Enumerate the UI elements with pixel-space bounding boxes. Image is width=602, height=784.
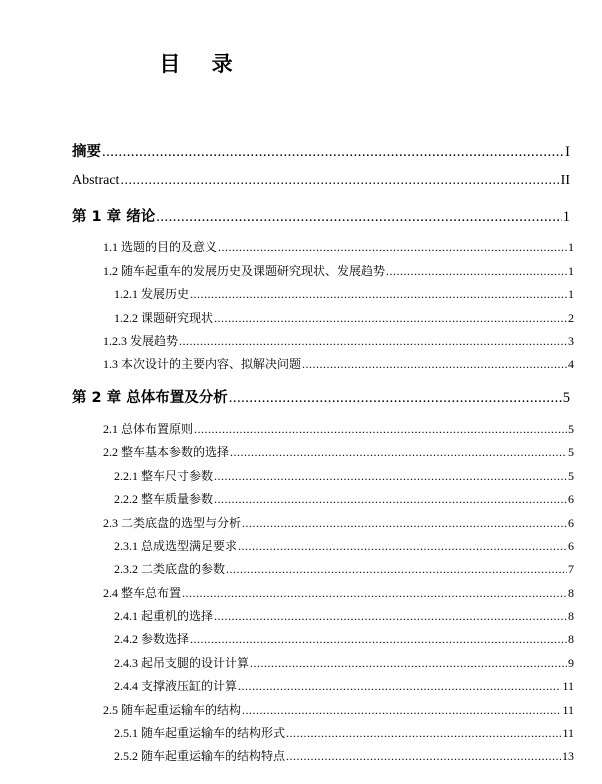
toc-entry-label: 1.2.1 发展历史 [114,287,190,301]
dot-leader [242,703,561,718]
dot-leader [190,632,567,647]
toc-entry[interactable] [72,173,570,189]
toc-page-number: 2 [568,311,574,325]
dot-leader [230,445,567,460]
toc-entry[interactable] [114,724,574,741]
toc-entry[interactable] [72,386,570,407]
dot-leader [179,334,567,349]
toc-entry[interactable] [72,140,570,161]
toc-page-number: 11 [562,703,574,717]
dot-leader [214,492,567,507]
toc-entry[interactable] [114,654,574,671]
toc-entry[interactable] [103,238,574,255]
toc-entry[interactable] [114,747,574,764]
toc-page-number: 8 [568,586,574,600]
toc-page-number: 6 [568,539,574,553]
dot-leader [226,562,567,577]
toc-entry-label: 1.2.3 发展趋势 [103,334,179,348]
dot-leader [242,516,567,531]
dot-leader [214,609,567,624]
dot-leader [120,173,559,189]
toc-page-number: 5 [562,390,570,406]
dot-leader [386,264,567,279]
toc-entry-label: 第 1 章 绪论 [72,209,156,225]
toc-entry-label: 2.5.2 随车起重运输车的结构特点 [114,749,286,763]
toc-entry[interactable] [114,490,574,507]
dot-leader [238,539,567,554]
toc-entry-label: 第 2 章 总体布置及分析 [72,390,228,406]
toc-page-number: 1 [562,209,570,225]
toc-entry[interactable] [114,467,574,484]
dot-leader [194,422,567,437]
toc-entry[interactable] [114,630,574,647]
toc-entry[interactable] [103,355,574,372]
toc-page-number: 3 [568,334,574,348]
toc-entry-label: 2.3 二类底盘的选型与分析 [103,516,242,530]
dot-leader [250,656,567,671]
toc-page-number: 11 [562,679,574,693]
toc-entry-label: 2.2.1 整车尺寸参数 [114,469,214,483]
toc-entry[interactable] [72,205,570,226]
toc-entry[interactable] [103,584,574,601]
dot-leader [182,586,567,601]
toc-entry-label: 2.4.1 起重机的选择 [114,609,214,623]
toc-page-number: 4 [568,357,574,371]
toc-entry-label: 2.5.1 随车起重运输车的结构形式 [114,726,286,740]
toc-entry[interactable] [103,262,574,279]
toc-page-number: 5 [568,422,574,436]
toc-page-number: 7 [568,562,574,576]
toc-page-number: 1 [568,240,574,254]
toc-entry-label: 2.2 整车基本参数的选择 [103,445,230,459]
dot-leader [229,390,562,407]
toc-entry[interactable] [103,514,574,531]
toc-entry-label: 2.3.1 总成选型满足要求 [114,539,238,553]
toc-entry-label: 2.4 整车总布置 [103,586,182,600]
toc-entry[interactable] [114,677,574,694]
toc-page-number: I [565,144,570,160]
toc-page-number: 5 [568,469,574,483]
toc-entry-label: 2.4.2 参数选择 [114,632,190,646]
toc-entry[interactable] [114,537,574,554]
toc-entry-label: 2.4.3 起吊支腿的设计计算 [114,656,250,670]
toc-entry[interactable] [103,443,574,460]
toc-entry[interactable] [114,607,574,624]
toc-entry-label: 2.2.2 整车质量参数 [114,492,214,506]
toc-page-number: 8 [568,609,574,623]
toc-page-number: 11 [562,726,574,740]
page-title: 目 录 [159,52,245,76]
dot-leader [214,469,567,484]
toc-entry-label: 1.2.2 课题研究现状 [114,311,214,325]
toc-entry-label: 2.3.2 二类底盘的参数 [114,562,226,576]
toc-entry[interactable] [114,309,574,326]
toc-page-number: 13 [562,749,574,763]
dot-leader [302,357,567,372]
toc-page-number: 6 [568,516,574,530]
dot-leader [156,209,562,226]
dot-leader [218,240,567,255]
toc-page-number: 6 [568,492,574,506]
dot-leader [190,287,567,302]
toc-page-number: 1 [568,264,574,278]
dot-leader [102,144,564,161]
toc-entry-label: 1.3 本次设计的主要内容、拟解决问题 [103,357,302,371]
toc-entry[interactable] [103,420,574,437]
dot-leader [214,311,567,326]
dot-leader [238,679,561,694]
toc-entry-label: 2.5 随车起重运输车的结构 [103,703,242,717]
toc-entry-label: 1.1 选题的目的及意义 [103,240,218,254]
toc-page-number: 8 [568,632,574,646]
toc-entry-label: 1.2 随车起重车的发展历史及课题研究现状、发展趋势 [103,264,386,278]
toc-entry[interactable] [103,332,574,349]
toc-entry-label: Abstract [72,173,120,188]
toc-page-number: 9 [568,656,574,670]
toc-entry[interactable] [103,701,574,718]
toc-entry-label: 2.1 总体布置原则 [103,422,194,436]
toc-page-number: II [560,173,570,188]
toc-entry-label: 2.4.4 支撑液压缸的计算 [114,679,238,693]
toc-entry[interactable] [114,285,574,302]
toc-entry-label: 摘要 [72,144,101,160]
dot-leader [286,749,561,764]
toc-page-number: 5 [568,445,574,459]
dot-leader [286,726,561,741]
toc-page-number: 1 [568,287,574,301]
toc-entry[interactable] [114,560,574,577]
